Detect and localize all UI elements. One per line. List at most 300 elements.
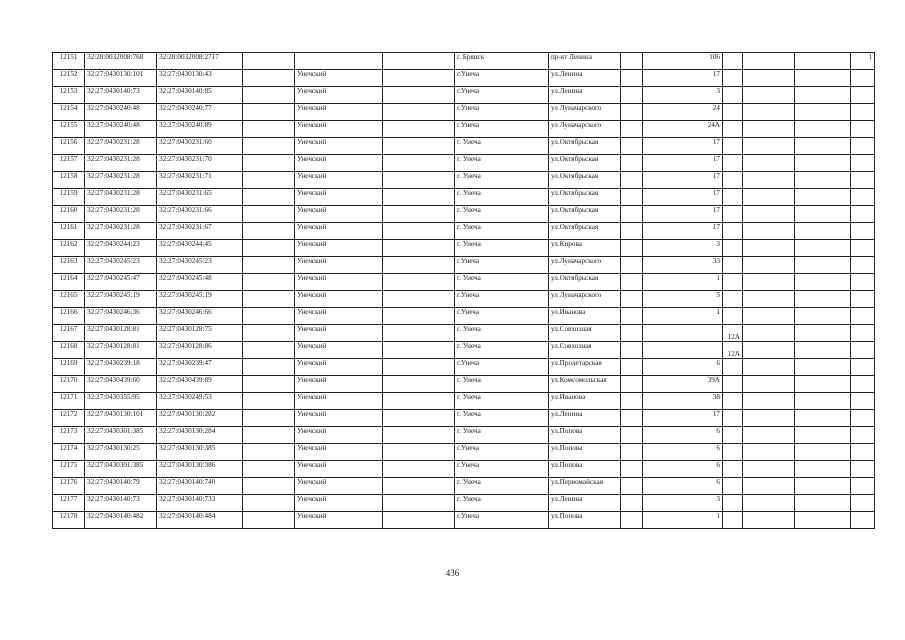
city-cell: г. Унеча	[455, 478, 549, 495]
empty-cell	[621, 274, 643, 291]
empty-cell	[621, 53, 643, 70]
empty-cell	[383, 342, 455, 359]
empty-cell	[243, 410, 295, 427]
house-suffix-cell: 12А	[723, 325, 743, 342]
cadastral-number-cell: 32:27:0430140:73	[85, 495, 157, 512]
extra-cell: 1	[851, 53, 875, 70]
extra-cell	[851, 138, 875, 155]
empty-cell	[743, 427, 795, 444]
city-cell: г. Унеча	[455, 172, 549, 189]
house-number-cell: 17	[643, 70, 723, 87]
empty-cell	[723, 461, 743, 478]
city-cell: г.Унеча	[455, 359, 549, 376]
house-number-cell: 6	[643, 478, 723, 495]
house-number-cell: 39А	[643, 376, 723, 393]
district-cell: Унечский	[295, 495, 383, 512]
empty-cell	[621, 70, 643, 87]
empty-cell	[723, 393, 743, 410]
row-number-cell: 12174	[53, 444, 85, 461]
empty-cell	[621, 461, 643, 478]
empty-cell	[383, 325, 455, 342]
extra-cell	[851, 478, 875, 495]
extra-cell	[851, 291, 875, 308]
empty-cell	[743, 189, 795, 206]
house-number-cell: 6	[643, 444, 723, 461]
empty-cell	[743, 104, 795, 121]
empty-cell	[383, 223, 455, 240]
building-cadastral-cell: 32:27:0430140:733	[157, 495, 243, 512]
table-row	[53, 461, 875, 478]
registry-body	[53, 53, 875, 529]
building-cadastral-cell: 32:27:0430130:282	[157, 410, 243, 427]
row-number-cell: 12152	[53, 70, 85, 87]
table-row	[53, 427, 875, 444]
city-cell: г. Унеча	[455, 189, 549, 206]
building-cadastral-cell: 32:27:0430231:66	[157, 206, 243, 223]
extra-cell	[851, 461, 875, 478]
extra-cell	[851, 359, 875, 376]
building-cadastral-cell: 32:27:0430245:23	[157, 257, 243, 274]
empty-cell	[795, 155, 851, 172]
house-number-cell: 17	[643, 155, 723, 172]
building-cadastral-cell: 32:27:0430128:86	[157, 342, 243, 359]
empty-cell	[723, 53, 743, 70]
table-row	[53, 223, 875, 240]
city-cell: г. Унеча	[455, 376, 549, 393]
empty-cell	[743, 138, 795, 155]
district-cell: Унечский	[295, 121, 383, 138]
house-number-cell: 6	[643, 461, 723, 478]
extra-cell	[851, 410, 875, 427]
district-cell: Унечский	[295, 308, 383, 325]
table-row	[53, 87, 875, 104]
building-cadastral-cell: 32:27:0430439:89	[157, 376, 243, 393]
empty-cell	[243, 257, 295, 274]
district-cell: Унечский	[295, 223, 383, 240]
cadastral-number-cell: 32:27:0430246:36	[85, 308, 157, 325]
empty-cell	[383, 376, 455, 393]
empty-cell	[383, 308, 455, 325]
empty-cell	[795, 410, 851, 427]
street-cell: ул Луначарского	[549, 104, 621, 121]
extra-cell	[851, 257, 875, 274]
table-row	[53, 512, 875, 529]
street-cell: ул.Ленина	[549, 495, 621, 512]
district-cell: Унечский	[295, 240, 383, 257]
empty-cell	[243, 461, 295, 478]
cadastral-number-cell: 32:27:0430231:28	[85, 189, 157, 206]
building-cadastral-cell: 32:27:0430130:43	[157, 70, 243, 87]
cadastral-number-cell: 32:27:0430130:25	[85, 444, 157, 461]
empty-cell	[795, 308, 851, 325]
empty-cell	[795, 274, 851, 291]
empty-cell	[795, 223, 851, 240]
row-number-cell: 12164	[53, 274, 85, 291]
house-number-cell: 5	[643, 291, 723, 308]
street-cell: ул Луначарского	[549, 291, 621, 308]
street-cell: ул.Ленина	[549, 70, 621, 87]
building-cadastral-cell: 32:27:0430231:60	[157, 138, 243, 155]
extra-cell	[851, 427, 875, 444]
empty-cell	[383, 53, 455, 70]
empty-cell	[383, 478, 455, 495]
row-number-cell: 12172	[53, 410, 85, 427]
empty-cell	[621, 308, 643, 325]
table-row	[53, 444, 875, 461]
empty-cell	[743, 87, 795, 104]
cadastral-number-cell: 32:28:0032008:768	[85, 53, 157, 70]
house-number-cell: 24А	[643, 121, 723, 138]
empty-cell	[621, 393, 643, 410]
city-cell: г. Унеча	[455, 155, 549, 172]
city-cell: г.Унеча	[455, 121, 549, 138]
table-row	[53, 342, 875, 359]
empty-cell	[743, 70, 795, 87]
row-number-cell: 12160	[53, 206, 85, 223]
row-number-cell: 12151	[53, 53, 85, 70]
row-number-cell: 12162	[53, 240, 85, 257]
empty-cell	[243, 104, 295, 121]
district-cell: Унечский	[295, 461, 383, 478]
building-cadastral-cell: 32:27:0430128:75	[157, 325, 243, 342]
empty-cell	[243, 512, 295, 529]
city-cell: г. Унеча	[455, 393, 549, 410]
house-number-cell: 106	[643, 53, 723, 70]
row-number-cell: 12161	[53, 223, 85, 240]
empty-cell	[243, 291, 295, 308]
empty-cell	[621, 359, 643, 376]
empty-cell	[243, 427, 295, 444]
street-cell: ул.Ленина	[549, 410, 621, 427]
cadastral-number-cell: 32:27:0430140:79	[85, 478, 157, 495]
empty-cell	[243, 53, 295, 70]
extra-cell	[851, 172, 875, 189]
house-number-cell: 3	[643, 495, 723, 512]
table-row	[53, 495, 875, 512]
table-row	[53, 393, 875, 410]
empty-cell	[621, 121, 643, 138]
empty-cell	[743, 495, 795, 512]
district-cell	[295, 53, 383, 70]
cadastral-number-cell: 32:27:0430130:101	[85, 410, 157, 427]
building-cadastral-cell: 32:27:0430245:19	[157, 291, 243, 308]
house-number-cell: 6	[643, 427, 723, 444]
empty-cell	[743, 121, 795, 138]
building-cadastral-cell: 32:27:0430249:53	[157, 393, 243, 410]
empty-cell	[723, 274, 743, 291]
cadastral-number-cell: 32:27:0430240:48	[85, 104, 157, 121]
empty-cell	[743, 53, 795, 70]
district-cell: Унечский	[295, 104, 383, 121]
empty-cell	[383, 274, 455, 291]
empty-cell	[743, 308, 795, 325]
empty-cell	[621, 376, 643, 393]
row-number-cell: 12154	[53, 104, 85, 121]
street-cell: ул.Комсомольская	[549, 376, 621, 393]
empty-cell	[383, 512, 455, 529]
table-row	[53, 291, 875, 308]
row-number-cell: 12155	[53, 121, 85, 138]
city-cell: г. Унеча	[455, 223, 549, 240]
empty-cell	[795, 53, 851, 70]
empty-cell	[723, 410, 743, 427]
empty-cell	[743, 240, 795, 257]
empty-cell	[795, 325, 851, 342]
empty-cell	[723, 478, 743, 495]
street-cell: пр-кт Ленина	[549, 53, 621, 70]
district-cell: Унечский	[295, 427, 383, 444]
empty-cell	[743, 444, 795, 461]
empty-cell	[795, 495, 851, 512]
empty-cell	[621, 495, 643, 512]
empty-cell	[243, 240, 295, 257]
empty-cell	[743, 376, 795, 393]
empty-cell	[743, 512, 795, 529]
empty-cell	[795, 240, 851, 257]
empty-cell	[795, 512, 851, 529]
empty-cell	[723, 70, 743, 87]
empty-cell	[621, 342, 643, 359]
cadastral-number-cell: 32:27:0430140:73	[85, 87, 157, 104]
district-cell: Унечский	[295, 70, 383, 87]
empty-cell	[795, 393, 851, 410]
district-cell: Унечский	[295, 172, 383, 189]
building-cadastral-cell: 32:27:0430140:740	[157, 478, 243, 495]
row-number-cell: 12178	[53, 512, 85, 529]
empty-cell	[383, 461, 455, 478]
table-row	[53, 206, 875, 223]
street-cell: ул.Попова	[549, 461, 621, 478]
house-number-cell: 1	[643, 274, 723, 291]
district-cell: Унечский	[295, 291, 383, 308]
row-number-cell: 12166	[53, 308, 85, 325]
building-cadastral-cell: 32:27:0430231:71	[157, 172, 243, 189]
table-row	[53, 410, 875, 427]
extra-cell	[851, 325, 875, 342]
row-number-cell: 12159	[53, 189, 85, 206]
empty-cell	[383, 206, 455, 223]
empty-cell	[621, 257, 643, 274]
cadastral-number-cell: 32:27:0430231:28	[85, 172, 157, 189]
district-cell: Унечский	[295, 87, 383, 104]
empty-cell	[743, 291, 795, 308]
building-cadastral-cell: 32:27:0430245:48	[157, 274, 243, 291]
district-cell: Унечский	[295, 325, 383, 342]
building-cadastral-cell: 32:27:0430240:89	[157, 121, 243, 138]
city-cell: г.Унеча	[455, 70, 549, 87]
building-cadastral-cell: 32:27:0430246:66	[157, 308, 243, 325]
extra-cell	[851, 308, 875, 325]
cadastral-number-cell: 32:27:0430240:48	[85, 121, 157, 138]
street-cell: ул.Иванова	[549, 308, 621, 325]
house-number-cell: 17	[643, 138, 723, 155]
empty-cell	[743, 342, 795, 359]
empty-cell	[383, 393, 455, 410]
house-suffix-cell: 12А	[723, 342, 743, 359]
city-cell: г.Унеча	[455, 104, 549, 121]
empty-cell	[795, 104, 851, 121]
house-number-cell: 17	[643, 223, 723, 240]
district-cell: Унечский	[295, 274, 383, 291]
empty-cell	[743, 325, 795, 342]
house-number-cell: 6	[643, 359, 723, 376]
house-number-cell: 1	[643, 512, 723, 529]
street-cell: ул.Октябрьская	[549, 189, 621, 206]
empty-cell	[743, 155, 795, 172]
building-cadastral-cell: 32:27:0430231:65	[157, 189, 243, 206]
building-cadastral-cell: 32:27:0430140:484	[157, 512, 243, 529]
table-row	[53, 257, 875, 274]
house-number-cell: 1	[643, 308, 723, 325]
extra-cell	[851, 444, 875, 461]
page-number: 436	[445, 568, 460, 578]
empty-cell	[723, 87, 743, 104]
building-cadastral-cell: 32:28:0032008:2717	[157, 53, 243, 70]
empty-cell	[723, 291, 743, 308]
empty-cell	[243, 189, 295, 206]
building-cadastral-cell: 32:27:0430231:67	[157, 223, 243, 240]
empty-cell	[621, 427, 643, 444]
extra-cell	[851, 121, 875, 138]
empty-cell	[621, 478, 643, 495]
table-row	[53, 359, 875, 376]
empty-cell	[743, 257, 795, 274]
cadastral-number-cell: 32:27:0430239:18	[85, 359, 157, 376]
row-number-cell: 12158	[53, 172, 85, 189]
empty-cell	[795, 206, 851, 223]
street-cell: ул.Пролетарская	[549, 359, 621, 376]
street-cell: ул.Октябрьская	[549, 274, 621, 291]
empty-cell	[795, 478, 851, 495]
city-cell: г. Унеча	[455, 495, 549, 512]
city-cell: г. Унеча	[455, 240, 549, 257]
empty-cell	[243, 70, 295, 87]
cadastral-number-cell: 32:27:0430140:482	[85, 512, 157, 529]
house-number-cell	[643, 325, 723, 342]
empty-cell	[243, 87, 295, 104]
city-cell: г.Унеча	[455, 257, 549, 274]
city-cell: г.Унеча	[455, 444, 549, 461]
empty-cell	[743, 410, 795, 427]
street-cell: ул.Попова	[549, 512, 621, 529]
empty-cell	[723, 359, 743, 376]
table-row	[53, 189, 875, 206]
empty-cell	[243, 206, 295, 223]
empty-cell	[723, 376, 743, 393]
empty-cell	[383, 444, 455, 461]
city-cell: г.Унеча	[455, 291, 549, 308]
building-cadastral-cell: 32:27:0430239:47	[157, 359, 243, 376]
row-number-cell: 12173	[53, 427, 85, 444]
extra-cell	[851, 104, 875, 121]
empty-cell	[743, 223, 795, 240]
empty-cell	[795, 172, 851, 189]
row-number-cell: 12176	[53, 478, 85, 495]
row-number-cell: 12153	[53, 87, 85, 104]
empty-cell	[243, 308, 295, 325]
empty-cell	[621, 325, 643, 342]
district-cell: Унечский	[295, 206, 383, 223]
house-number-cell: 38	[643, 393, 723, 410]
empty-cell	[795, 461, 851, 478]
empty-cell	[723, 155, 743, 172]
cadastral-number-cell: 32:27:0430231:28	[85, 138, 157, 155]
empty-cell	[243, 359, 295, 376]
empty-cell	[795, 444, 851, 461]
extra-cell	[851, 206, 875, 223]
street-cell: ул.Совхозная	[549, 342, 621, 359]
row-number-cell: 12156	[53, 138, 85, 155]
empty-cell	[795, 427, 851, 444]
street-cell: ул.Иванова	[549, 393, 621, 410]
empty-cell	[621, 410, 643, 427]
row-number-cell: 12163	[53, 257, 85, 274]
empty-cell	[243, 393, 295, 410]
empty-cell	[383, 427, 455, 444]
extra-cell	[851, 342, 875, 359]
empty-cell	[795, 70, 851, 87]
empty-cell	[383, 172, 455, 189]
empty-cell	[621, 240, 643, 257]
street-cell: ул.Октябрьская	[549, 223, 621, 240]
empty-cell	[743, 461, 795, 478]
empty-cell	[621, 104, 643, 121]
district-cell: Унечский	[295, 410, 383, 427]
empty-cell	[795, 87, 851, 104]
row-number-cell: 12170	[53, 376, 85, 393]
extra-cell	[851, 155, 875, 172]
building-cadastral-cell: 32:27:0430130:385	[157, 444, 243, 461]
empty-cell	[383, 189, 455, 206]
table-row	[53, 308, 875, 325]
empty-cell	[243, 495, 295, 512]
cadastral-number-cell: 32:27:0430301:385	[85, 427, 157, 444]
cadastral-number-cell: 32:27:0430245:47	[85, 274, 157, 291]
table-row	[53, 155, 875, 172]
cadastral-number-cell: 32:27:0430245:23	[85, 257, 157, 274]
table-row	[53, 478, 875, 495]
table-row	[53, 70, 875, 87]
empty-cell	[243, 121, 295, 138]
empty-cell	[723, 138, 743, 155]
empty-cell	[723, 189, 743, 206]
street-cell: ул.Ленина	[549, 87, 621, 104]
empty-cell	[243, 172, 295, 189]
empty-cell	[621, 172, 643, 189]
empty-cell	[621, 206, 643, 223]
table-row	[53, 104, 875, 121]
empty-cell	[723, 121, 743, 138]
city-cell: г.Унеча	[455, 461, 549, 478]
cadastral-number-cell: 32:27:0430130:101	[85, 70, 157, 87]
street-cell: ул.Попова	[549, 427, 621, 444]
house-number-cell: 3	[643, 87, 723, 104]
district-cell: Унечский	[295, 478, 383, 495]
building-cadastral-cell: 32:27:0430130:386	[157, 461, 243, 478]
table-row	[53, 240, 875, 257]
district-cell: Унечский	[295, 257, 383, 274]
cadastral-number-cell: 32:27:0430301:385	[85, 461, 157, 478]
empty-cell	[383, 155, 455, 172]
empty-cell	[383, 291, 455, 308]
empty-cell	[723, 444, 743, 461]
empty-cell	[795, 189, 851, 206]
empty-cell	[383, 410, 455, 427]
extra-cell	[851, 495, 875, 512]
district-cell: Унечский	[295, 138, 383, 155]
row-number-cell: 12167	[53, 325, 85, 342]
empty-cell	[621, 155, 643, 172]
